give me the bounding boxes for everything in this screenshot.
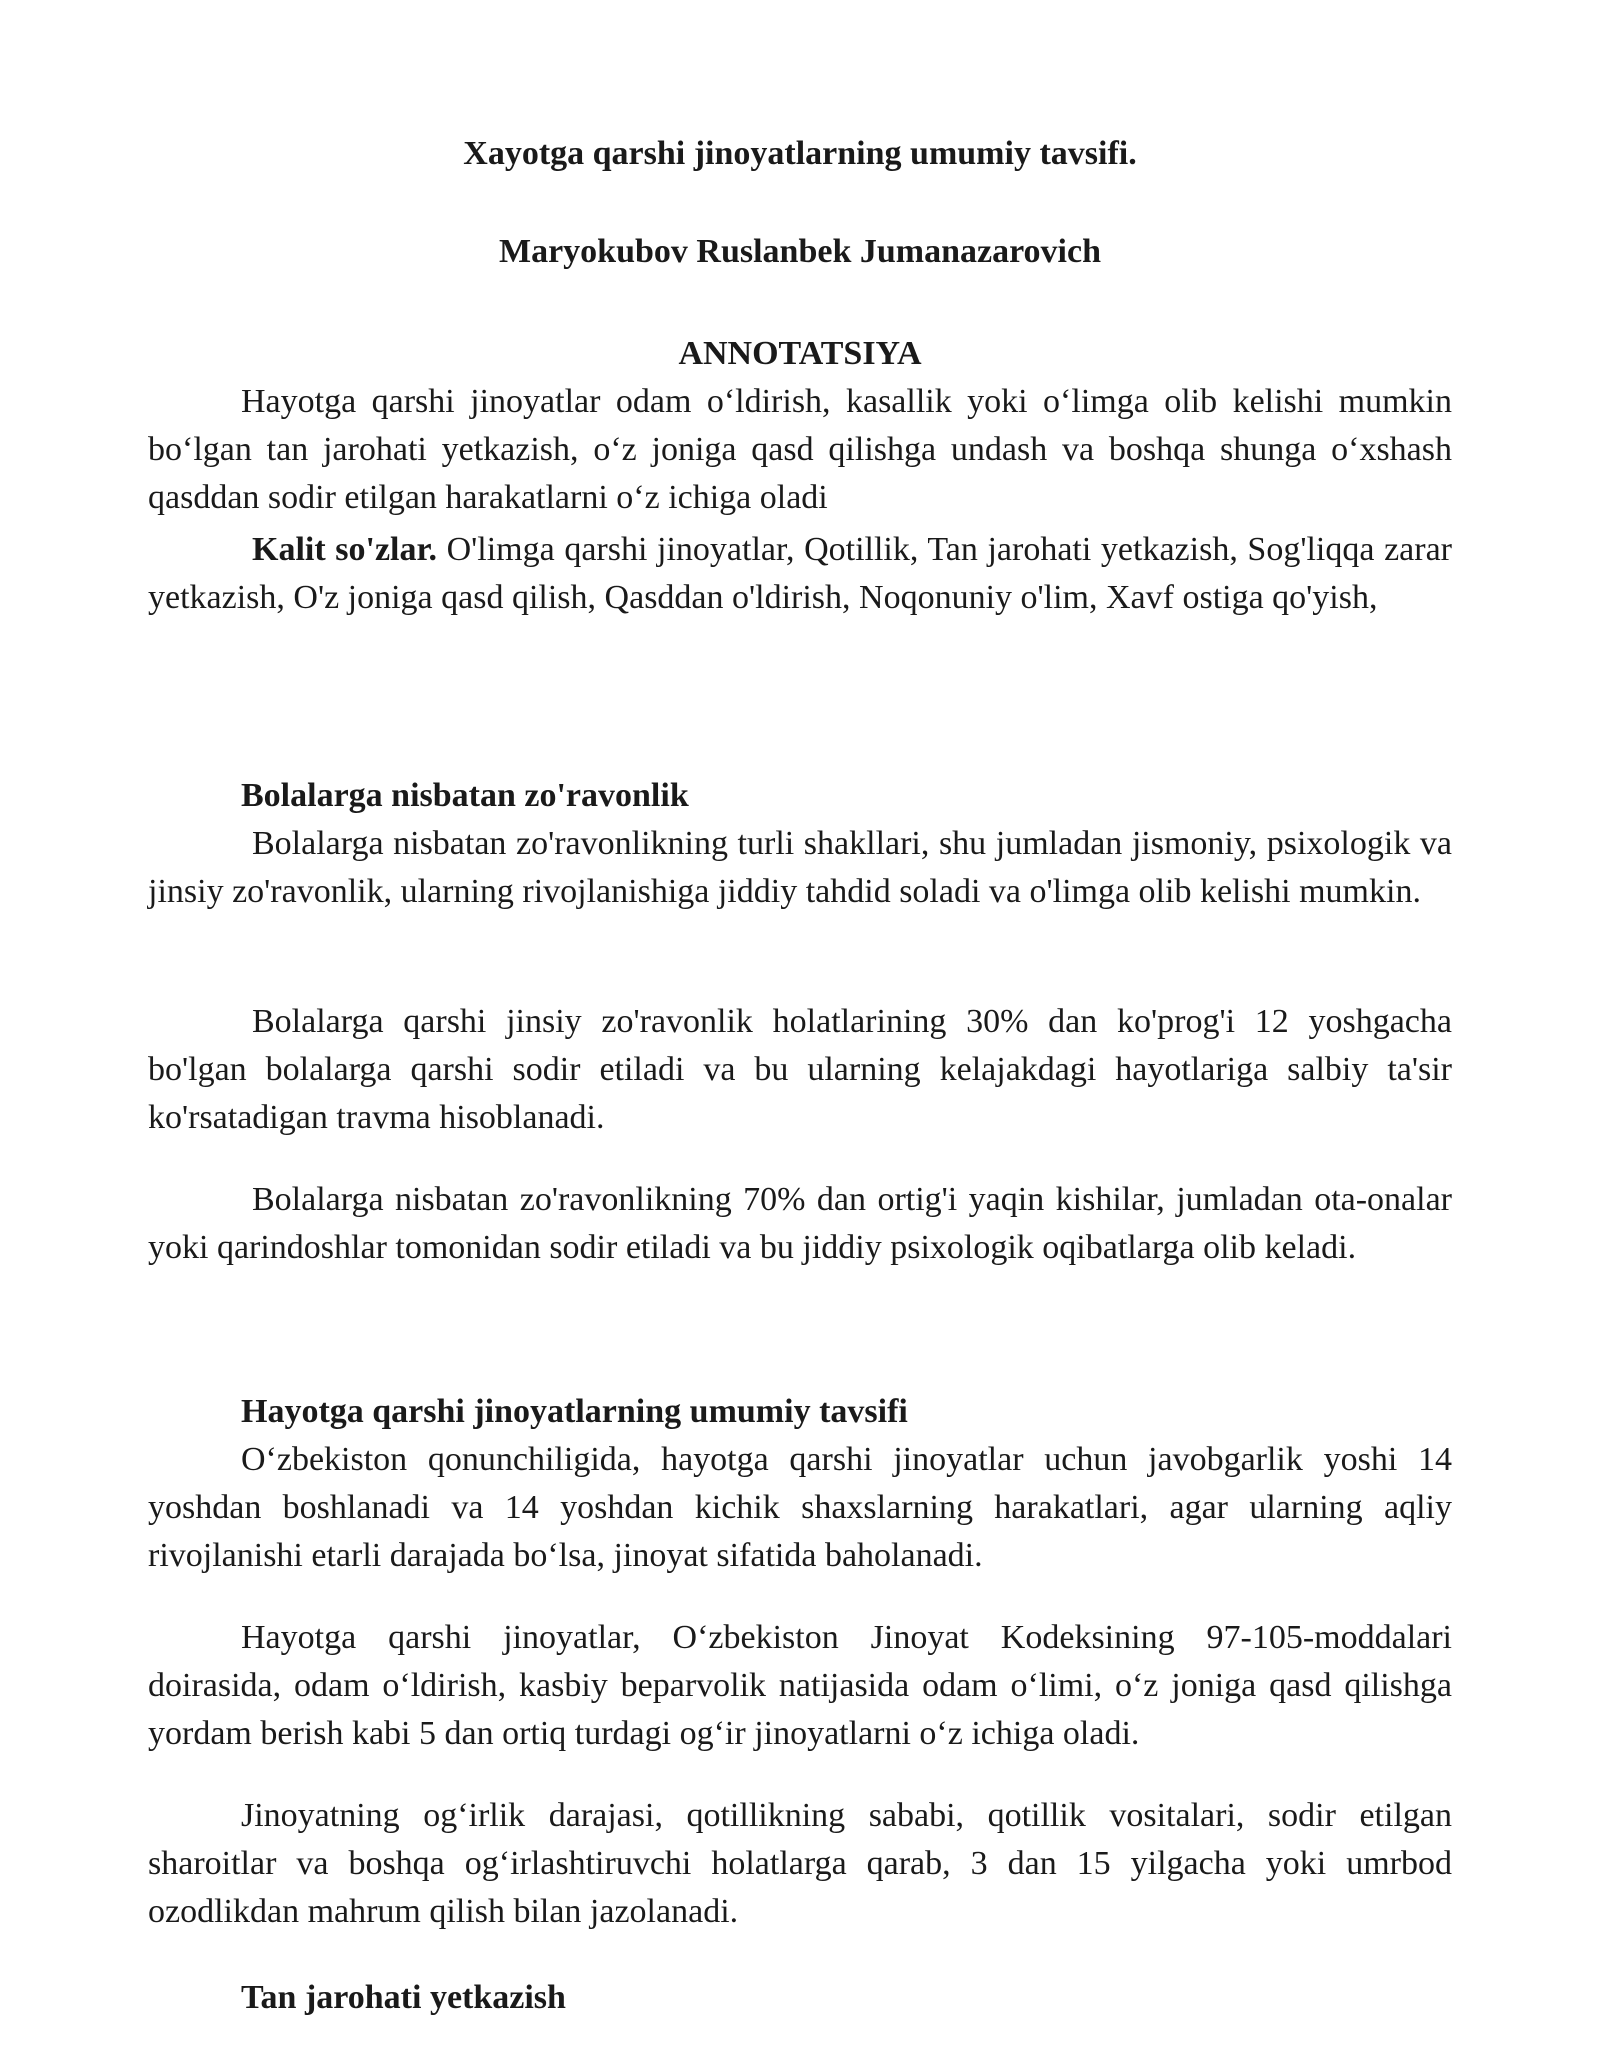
author-name: Maryokubov Ruslanbek Jumanazarovich: [498, 233, 1102, 270]
document-page: [148, 0, 1452, 2070]
section-paragraph: Hayotga qarshi jinoyatlar, O‘zbekiston Jinoyat Kodeksining 97-105-moddalari doirasida, odam o‘ldirish, kasbiy beparvolik natijasida odam o‘limi, o‘z joniga qasd qilishga yordam berish kabi 5 dan ortiq turdagi og‘ir jinoyatlarni o‘z ichiga oladi.: [148, 1619, 1452, 1752]
section-heading: Tan jarohati yetkazish: [241, 1979, 566, 2016]
section-paragraph: Bolalarga nisbatan zo'ravonlikning turli shakllari, shu jumladan jismoniy, psixologik va jinsiy zo'ravonlik, ularning rivojlanishiga jiddiy tahdid soladi va o'limga olib kelishi mumkin.: [148, 825, 1452, 910]
keywords-paragraph: [148, 526, 1452, 622]
abstract-text: Hayotga qarshi jinoyatlar odam o‘ldirish, kasallik yoki o‘limga olib kelishi mumkin bo‘lgan tan jarohati yetkazish, o‘z joniga qasd qilishga undash va boshqa shunga o‘xshash qasddan sodir etilgan harakatlarni o‘z ichiga oladi: [148, 383, 1452, 516]
section-paragraph: Bolalarga nisbatan zo'ravonlikning 70% dan ortig'i yaqin kishilar, jumladan ota-onalar yoki qarindoshlar tomonidan sodir etiladi va bu jiddiy psixologik oqibatlarga olib keladi.: [148, 1181, 1452, 1266]
section-paragraph: Jinoyatning og‘irlik darajasi, qotillikning sababi, qotillik vositalari, sodir etilgan sharoitlar va boshqa og‘irlashtiruvchi holatlarga qarab, 3 dan 15 yilgacha yoki umrbod ozodlikdan mahrum qilish bilan jazolanadi.: [148, 1797, 1452, 1930]
section-paragraph: Bolalarga qarshi jinsiy zo'ravonlik holatlarining 30% dan ko'prog'i 12 yoshgacha bo'lgan bolalarga qarshi sodir etiladi va bu ularning kelajakdagi hayotlariga salbiy ta'sir ko'rsatadigan travma hisoblanadi.: [148, 1003, 1452, 1136]
section-paragraph: O‘zbekiston qonunchiligida, hayotga qarshi jinoyatlar uchun javobgarlik yoshi 14 yoshdan boshlanadi va 14 yoshdan kichik shaxslarning harakatlari, agar ularning aqliy rivojlanishi etarli darajada bo‘lsa, jinoyat sifatida baholanadi.: [148, 1441, 1452, 1574]
section-heading: Hayotga qarshi jinoyatlarning umumiy tavsifi: [241, 1393, 908, 1430]
section-heading: Bolalarga nisbatan zo'ravonlik: [241, 777, 689, 814]
keywords-text: O'limga qarshi jinoyatlar, Qotillik, Tan jarohati yetkazish, Sog'liqqa zarar yetkazish, O'z joniga qasd qilish, Qasddan o'ldirish, Noqonuniy o'lim, Xavf ostiga qo'yish,: [148, 531, 1452, 616]
keywords-label: Kalit so'zlar.: [252, 531, 437, 568]
abstract-heading: ANNOTATSIYA: [678, 335, 922, 372]
document-title: Xayotga qarshi jinoyatlarning umumiy tavsifi.: [463, 135, 1137, 172]
